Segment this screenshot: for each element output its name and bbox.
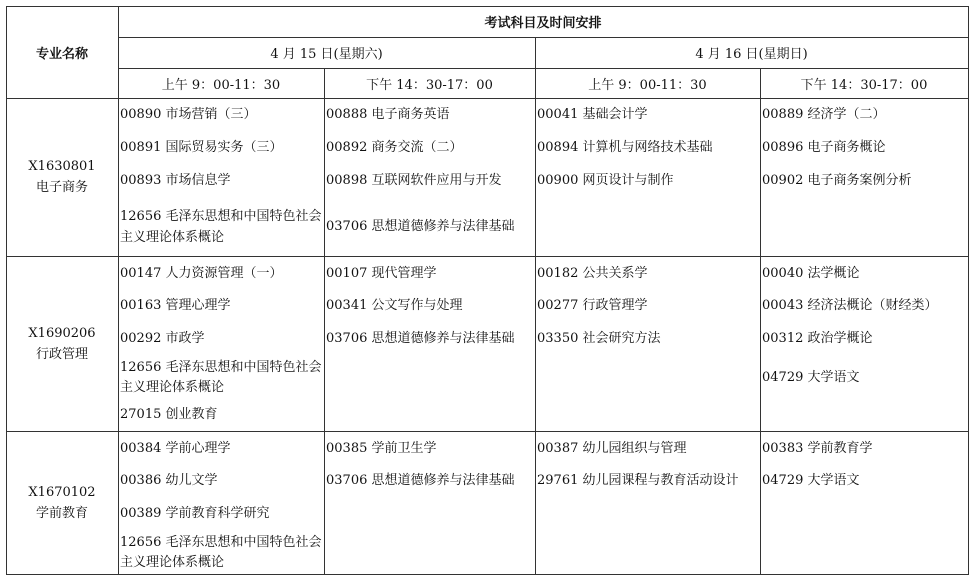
major-preschool-edu bbox=[6, 431, 118, 574]
course-item: 03706 思想道德修养与法律基础 bbox=[326, 331, 515, 346]
major-name: 电子商务 bbox=[35, 180, 88, 195]
course-item: 00890 市场营销（三） bbox=[120, 107, 257, 122]
course-item: 00312 政治学概论 bbox=[762, 331, 873, 346]
course-item: 00902 电子商务案例分析 bbox=[762, 173, 912, 188]
course-item: 03350 社会研究方法 bbox=[537, 331, 661, 346]
course-item: 03706 思想道德修养与法律基础 bbox=[326, 219, 515, 234]
major-code: X1670102 bbox=[28, 484, 96, 500]
major-name: 行政管理 bbox=[35, 346, 88, 362]
schedule-title: 考试科目及时间安排 bbox=[484, 16, 602, 31]
course-item: 00182 公共关系学 bbox=[537, 266, 648, 281]
course-item: 00888 电子商务英语 bbox=[326, 107, 450, 122]
course-item: 03706 思想道德修养与法律基础 bbox=[326, 473, 515, 488]
course-item: 00900 网页设计与制作 bbox=[537, 173, 674, 188]
course-item: 00386 幼儿文学 bbox=[120, 473, 218, 488]
major-ecommerce bbox=[6, 98, 118, 256]
major-code: X1690206 bbox=[28, 325, 96, 341]
course-item: 00041 基础会计学 bbox=[537, 107, 648, 122]
course-item: 00896 电子商务概论 bbox=[762, 140, 886, 155]
course-item: 12656 毛泽东思想和中国特色社会 bbox=[120, 209, 322, 224]
course-item: 00043 经济法概论（财经类） bbox=[762, 298, 938, 313]
course-item: 00893 市场信息学 bbox=[120, 173, 231, 188]
major-public-admin bbox=[6, 256, 118, 431]
course-item: 00292 市政学 bbox=[120, 331, 205, 346]
course-item: 12656 毛泽东思想和中国特色社会 bbox=[120, 360, 322, 375]
course-item: 00341 公文写作与处理 bbox=[326, 298, 463, 313]
course-item: 00385 学前卫生学 bbox=[326, 441, 437, 456]
course-item: 00107 现代管理学 bbox=[326, 266, 437, 281]
day-header-sat: 4 月 15 日(星期六) bbox=[270, 47, 383, 62]
course-item: 00383 学前教育学 bbox=[762, 441, 873, 456]
course-item: 00892 商务交流（二） bbox=[326, 140, 463, 155]
course-item: 00040 法学概论 bbox=[762, 266, 860, 281]
course-item: 00163 管理心理学 bbox=[120, 298, 231, 313]
day-header-sun: 4 月 16 日(星期日) bbox=[695, 47, 808, 62]
course-item: 04729 大学语文 bbox=[762, 370, 860, 385]
session-header-sat-am: 上午 9：00-11：30 bbox=[161, 77, 281, 93]
course-item-cont: 主义理论体系概论 bbox=[120, 230, 225, 245]
major-column-header: 专业名称 bbox=[35, 46, 88, 62]
course-item: 04729 大学语文 bbox=[762, 473, 860, 488]
session-header-sat-pm: 下午 14：30-17：00 bbox=[366, 77, 493, 93]
course-item: 29761 幼儿园课程与教育活动设计 bbox=[537, 473, 739, 488]
session-header-sun-pm: 下午 14：30-17：00 bbox=[800, 77, 928, 93]
course-item-cont: 主义理论体系概论 bbox=[120, 380, 225, 395]
major-code: X1630801 bbox=[28, 159, 96, 174]
course-item: 00389 学前教育科学研究 bbox=[120, 506, 270, 521]
course-item: 00891 国际贸易实务（三） bbox=[120, 140, 283, 155]
course-item: 27015 创业教育 bbox=[120, 407, 218, 422]
course-item: 00889 经济学（二） bbox=[762, 107, 886, 122]
major-name: 学前教育 bbox=[35, 505, 88, 521]
course-item-cont: 主义理论体系概论 bbox=[120, 555, 225, 570]
course-item: 12656 毛泽东思想和中国特色社会 bbox=[120, 535, 322, 550]
course-item: 00147 人力资源管理（一） bbox=[120, 266, 283, 281]
course-item: 00894 计算机与网络技术基础 bbox=[537, 140, 713, 155]
course-item: 00384 学前心理学 bbox=[120, 441, 231, 456]
course-item: 00898 互联网软件应用与开发 bbox=[326, 173, 502, 188]
course-item: 00277 行政管理学 bbox=[537, 298, 648, 313]
session-header-sun-am: 上午 9：00-11：30 bbox=[588, 77, 707, 93]
course-item: 00387 幼儿园组织与管理 bbox=[537, 441, 687, 456]
